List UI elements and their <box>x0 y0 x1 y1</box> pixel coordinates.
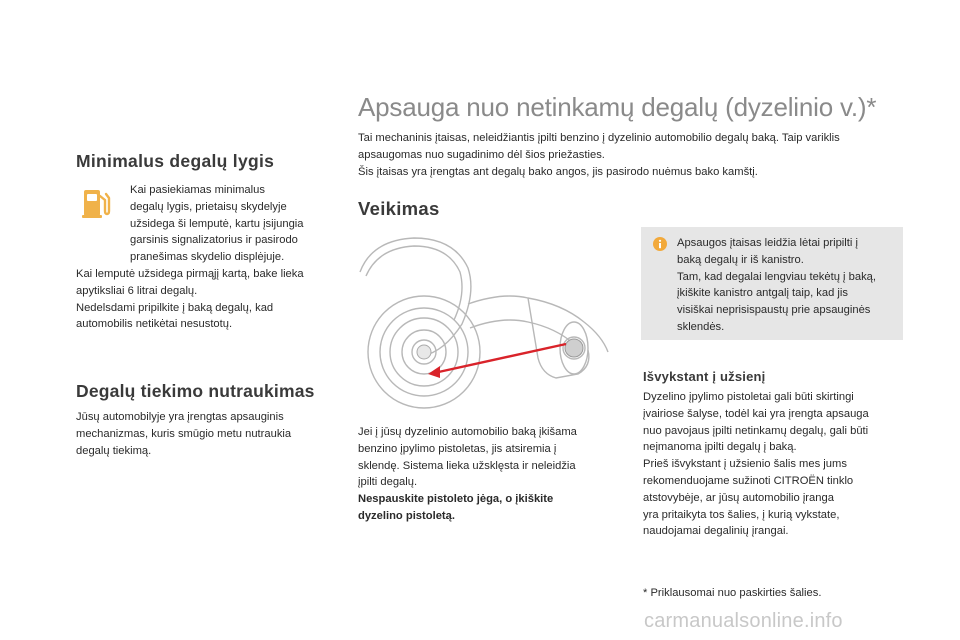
text-line: įkiškite kanistro antgalį taip, kad jis <box>677 287 848 300</box>
intro-line: Tai mechaninis įtaisas, neleidžiantis įpilti benzino į dyzelinio automobilio degalų baką. Taip variklis <box>358 132 840 144</box>
text-line: neįmanoma įpilti degalų į baką. <box>643 441 797 454</box>
watermark: carmanualsonline.info <box>644 610 843 632</box>
text-line: baką degalų ir iš kanistro. <box>677 253 804 266</box>
footnote <box>643 585 821 602</box>
intro-line: Šis įtaisas yra įrengtas ant degalų bako angos, jis pasirodo nuėmus bako kamštį. <box>358 165 758 178</box>
fuel-filler-illustration <box>352 232 620 416</box>
text-line: Prieš išvykstant į užsienio šalis mes jums <box>643 458 847 471</box>
text-line: Jei į jūsų dyzelinio automobilio baką įkišama <box>358 426 577 438</box>
minimal-level-indented-text <box>130 182 304 266</box>
travel-abroad-heading: Išvykstant į užsienį <box>643 369 766 384</box>
text-line: įvairiose šalyse, todėl kai yra įrengta apsauga <box>643 407 869 420</box>
red-arrow-head <box>428 366 440 378</box>
info-box-text <box>677 235 876 336</box>
text-line: rekomenduojame sužinoti CITROËN tinklo <box>643 474 854 487</box>
text-line: degalų tiekimą. <box>76 444 152 457</box>
text-line: nuo pavojaus įpilti netinkamų degalų, gali būti <box>643 424 869 437</box>
page-title: Apsauga nuo netinkamų degalų (dyzelinio v.)* <box>358 92 877 122</box>
text-line: garsinis signalizatorius ir pasirodo <box>130 234 298 247</box>
info-box <box>641 227 903 340</box>
text-line: benzino įpylimo pistoletas, jis atsiremia į <box>358 442 557 455</box>
text-line: sklendę. Sistema lieka užsklęsta ir neleidžia <box>358 459 576 472</box>
intro-line: apsaugomas nuo sugadinimo dėl šios priežasties. <box>358 148 605 161</box>
operation-text <box>358 424 577 525</box>
text-line: atstovybėje, ar jūsų automobilio įranga <box>643 491 834 504</box>
text-line: automobilis netikėtai nesustotų. <box>76 318 233 331</box>
info-icon <box>653 237 667 251</box>
text-line: yra pritaikyta tos šalies, į kurią vykstate, <box>643 508 840 521</box>
text-line: Jūsų automobilyje yra įrengtas apsauginis <box>76 411 284 423</box>
text-line: naudojamai degalinių įrangai. <box>643 525 789 538</box>
text-line: Apsaugos įtaisas leidžia lėtai pripilti į <box>677 237 858 249</box>
bold-text-line: dyzelino pistoletą. <box>358 509 455 522</box>
text-line: pranešimas skydelio displėjuje. <box>130 251 285 264</box>
text-line: Tam, kad degalai lengviau tekėtų į baką, <box>677 270 877 283</box>
text-line: degalų lygis, prietaisų skydelyje <box>130 200 287 213</box>
travel-abroad-text <box>643 389 869 540</box>
text-line: sklendės. <box>677 320 725 333</box>
intro-paragraph <box>358 130 840 180</box>
text-line: mechanizmas, kuris smūgio metu nutraukia <box>76 427 292 440</box>
text-line: įpilti degalų. <box>358 476 418 489</box>
text-line: užsidega ši lemputė, kartu įsijungia <box>130 217 304 230</box>
fuel-pump-icon <box>82 186 112 220</box>
fuel-supply-cut-text <box>76 409 291 459</box>
text-line: Dyzelino įpylimo pistoletai gali būti skirtingi <box>643 391 854 403</box>
red-arrow-line <box>434 344 566 373</box>
text-line: apytiksliai 6 litrai degalų. <box>76 284 198 297</box>
footnote-text: * Priklausomai nuo paskirties šalies. <box>643 587 822 599</box>
text-line: Kai pasiekiamas minimalus <box>130 184 265 196</box>
fuel-supply-cut-heading: Degalų tiekimo nutraukimas <box>76 381 315 401</box>
operation-heading: Veikimas <box>358 198 440 219</box>
text-line: Kai lemputė užsidega pirmąjį kartą, bake lieka <box>76 268 304 280</box>
minimal-level-heading: Minimalus degalų lygis <box>76 151 275 171</box>
text-line: Nedelsdami pripilkite į baką degalų, kad <box>76 301 274 314</box>
minimal-level-text <box>76 266 304 333</box>
bold-text-line: Nespauskite pistoleto jėga, o įkiškite <box>358 493 554 506</box>
text-line: visiškai neprisispaustų prie apsauginės <box>677 304 871 317</box>
